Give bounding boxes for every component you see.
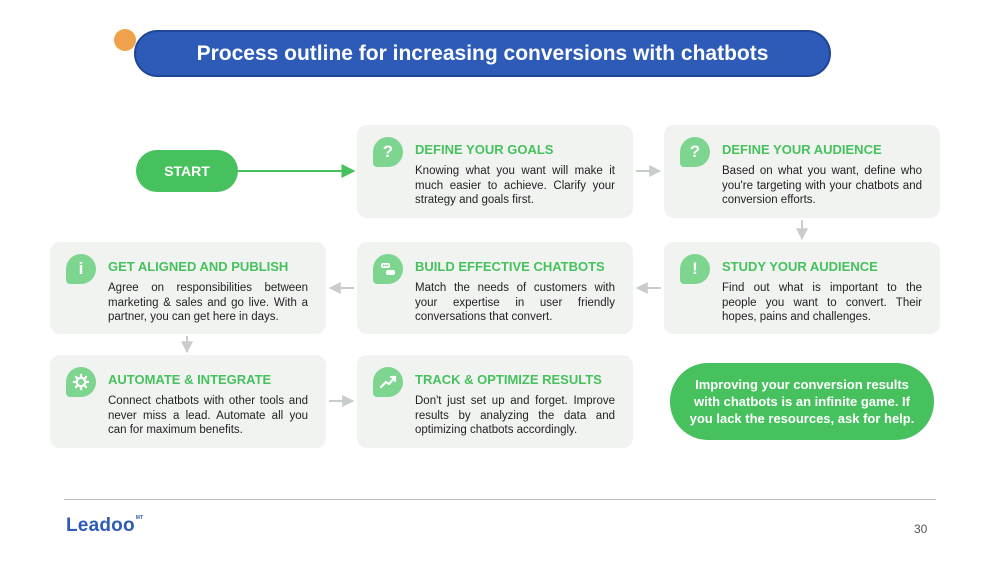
- step-text: Agree on responsibilities between marketing & sales and go live. With a partner, you can get here in days.: [108, 282, 308, 323]
- step-heading: AUTOMATE & INTEGRATE: [108, 372, 272, 387]
- step-heading: GET ALIGNED AND PUBLISH: [108, 259, 289, 274]
- step-text: Match the needs of customers with your expertise in user friendly conversations that convert.: [415, 282, 615, 323]
- footer-divider: [64, 499, 936, 500]
- step-heading: DEFINE YOUR GOALS: [415, 142, 554, 157]
- closing-note: Improving your conversion results with chatbots is an infinite game. If you lack the resources, ask for help.: [670, 363, 934, 440]
- question-icon: ?: [373, 137, 403, 167]
- step-text: Based on what you want, define who you're targeting with your chatbots and conversion efforts.: [722, 165, 922, 206]
- step-text: Find out what is important to the people you want to convert. Their hopes, pains and challenges.: [722, 282, 922, 323]
- brand-logo: [66, 515, 143, 537]
- page-title: Process outline for increasing conversions with chatbots: [134, 30, 831, 77]
- step-text: Knowing what you want will make it much easier to achieve. Clarify your strategy and goals first.: [415, 165, 615, 206]
- question-icon: ?: [680, 137, 710, 167]
- step-text: Don't just set up and forget. Improve results by analyzing the data and optimizing chatbots accordingly.: [415, 395, 615, 436]
- exclamation-icon: !: [680, 254, 710, 284]
- start-pill: START: [136, 150, 238, 192]
- step-heading: DEFINE YOUR AUDIENCE: [722, 142, 882, 157]
- step-heading: BUILD EFFECTIVE CHATBOTS: [415, 259, 605, 274]
- step-heading: TRACK & OPTIMIZE RESULTS: [415, 372, 602, 387]
- page-number: 30: [914, 522, 928, 536]
- step-text: Connect chatbots with other tools and never miss a lead. Automate all you can for maximum benefits.: [108, 395, 308, 436]
- step-heading: STUDY YOUR AUDIENCE: [722, 259, 878, 274]
- info-icon: i: [66, 254, 96, 284]
- logo-trademark: MT: [135, 515, 144, 521]
- logo-text: Leadoo: [66, 515, 135, 536]
